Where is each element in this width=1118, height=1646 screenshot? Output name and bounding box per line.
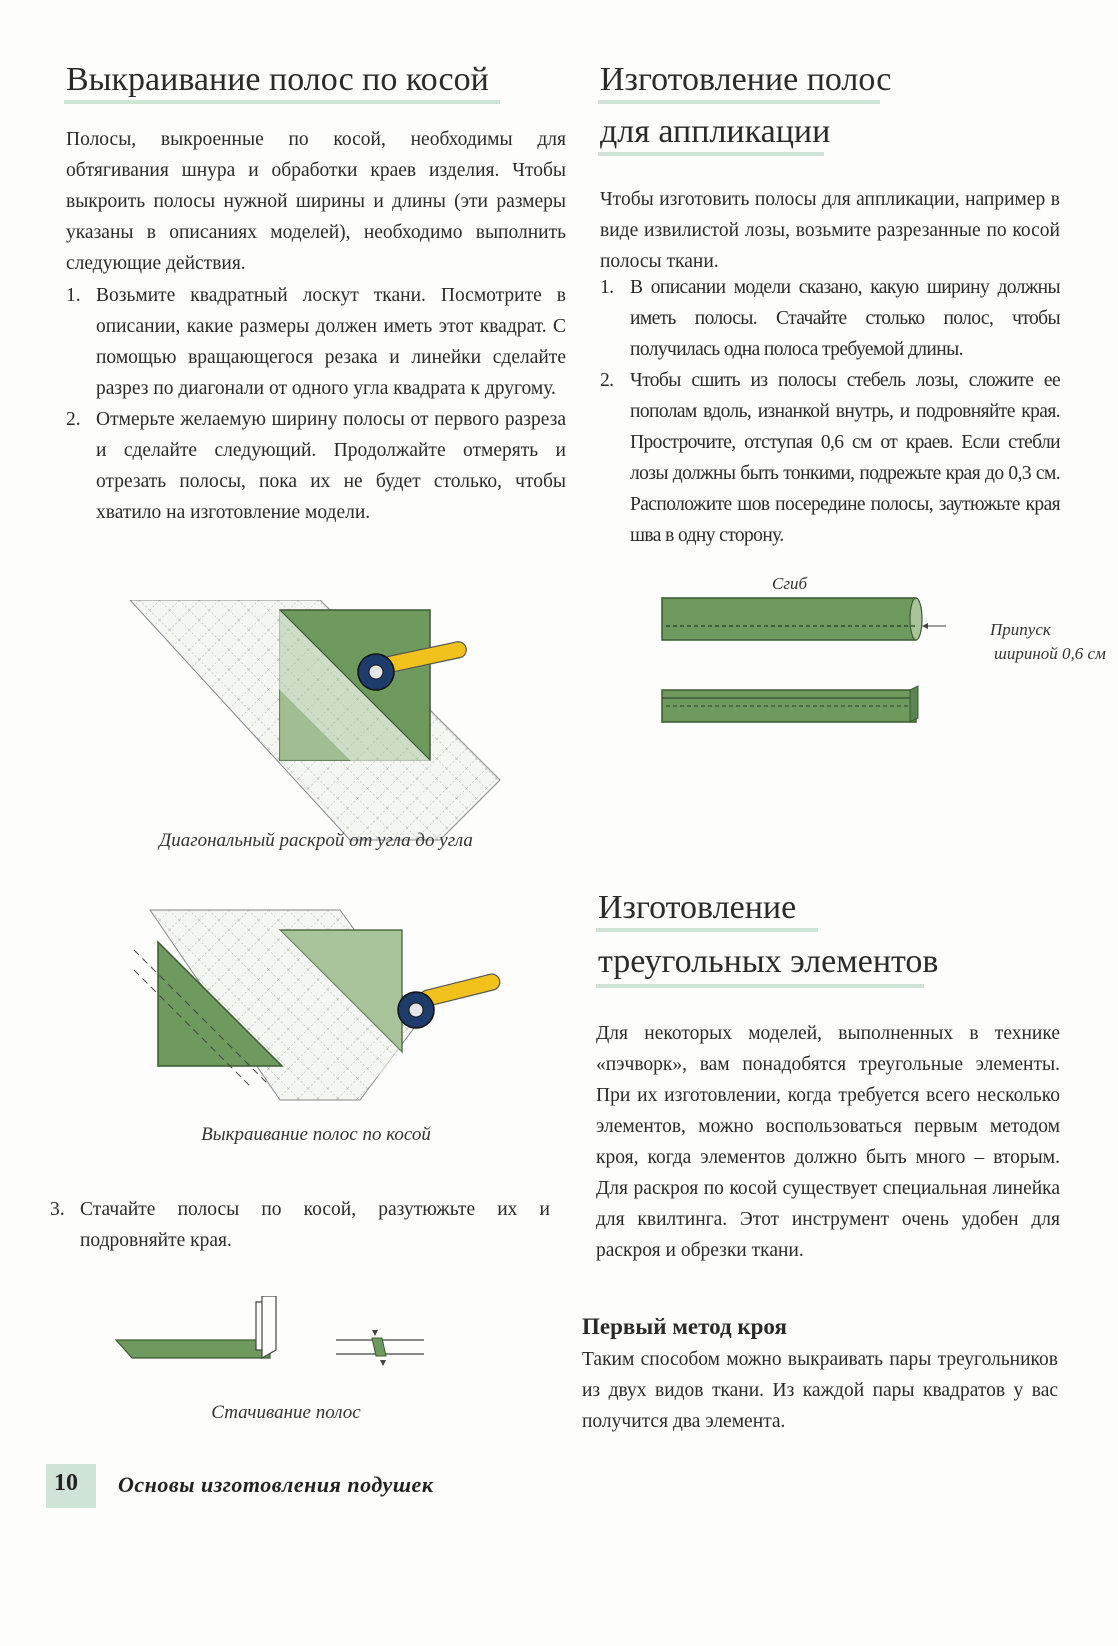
right-title-underline-2 [598, 152, 824, 156]
joining-strips-illustration [110, 1296, 430, 1396]
diagonal-cut-illustration [120, 600, 520, 850]
right-intro2: Для некоторых моделей, выполненных в технике «пэчворк», вам понадобятся треугольные элементы. При их изготовлении, когда требуется всего несколько элементов, можно воспользоваться первым методом кроя, когда элементов должно быть много – вторым. Для раскроя по косой существует специальная линейка для квилтинга. Этот инструмент очень удобен для раскроя и обрезки ткани. [596, 1023, 1060, 1261]
right-title2-underline-1 [596, 928, 818, 932]
first-method-text: Таким способом можно выкраивать пары треугольников из двух видов ткани. Из каждой пары квадратов у вас получится два элемента. [582, 1349, 1058, 1432]
step-text: Стачайте полосы по косой, разутюжьте их и подровняйте края. [80, 1199, 550, 1251]
step-number: 1. [66, 285, 81, 306]
step-text: Чтобы сшить из полосы стебель лозы, сложите ее пополам вдоль, изнанкой внутрь, и подровняйте края. Прострочите, отступая 0,6 см от краев. Если стебли лозы должны быть тонкими, подрежьте края до 0,3 см. Расположите шов посередине полосы, заутюжьте края шва в одну сторону. [630, 370, 1060, 546]
subheading-first-method: Первый метод кроя [582, 1314, 787, 1339]
step-number: 3. [50, 1199, 65, 1220]
label-allowance-1: Припуск [990, 620, 1051, 639]
page-number: 10 [54, 1470, 78, 1496]
applique-strip-illustration [656, 594, 956, 734]
right-step-1 [600, 272, 1060, 365]
left-title: Выкраивание полос по косой [66, 61, 489, 98]
rotary-cutter-icon [398, 972, 501, 1028]
right-title-line1: Изготовление полос [600, 61, 892, 98]
right-title-underline-1 [598, 100, 880, 104]
caption-joining-strips: Стачивание полос [211, 1402, 361, 1423]
caption-diagonal-cut: Диагональный раскрой от угла до угла [159, 830, 473, 851]
step-text: В описании модели сказано, какую ширину должны иметь полосы. Стачайте столько полос, чтобы получилась одна полоса требуемой длины. [630, 277, 1060, 360]
running-title: Основы изготовления подушек [118, 1472, 434, 1497]
right-title2-line1: Изготовление [598, 889, 797, 926]
left-title-underline [64, 100, 500, 104]
right-title2-line2: треугольных элементов [598, 943, 939, 980]
right-title-line2: для аппликации [600, 113, 831, 150]
step-text: Возьмите квадратный лоскут ткани. Посмотрите в описании, какие размеры должен иметь этот квадрат. С помощью вращающегося резака и линейки сделайте разрез по диагонали от одного угла квадрата к другому. [96, 285, 566, 399]
left-steps [66, 280, 566, 528]
right-step-2 [600, 365, 1060, 551]
left-step-3 [50, 1194, 550, 1256]
left-step-2 [66, 404, 566, 528]
step-number: 2. [66, 409, 81, 430]
right-intro: Чтобы изготовить полосы для аппликации, например в виде извилистой лозы, возьмите разрезанные по косой полосы ткани. [600, 189, 1060, 272]
step-number: 2. [600, 370, 614, 391]
label-fold: Сгиб [772, 574, 808, 593]
label-allowance-2: шириной 0,6 см [994, 644, 1106, 663]
caption-bias-strips: Выкраивание полос по косой [201, 1124, 431, 1145]
left-step-1 [66, 280, 566, 404]
bias-strips-illustration [120, 900, 520, 1110]
right-title2-underline-2 [596, 984, 924, 988]
right-steps [600, 272, 1060, 551]
step-text: Отмерьте желаемую ширину полосы от первого разреза и сделайте следующий. Продолжайте отмерять и отрезать полосы, пока их не будет столько, чтобы хватило на изготовление модели. [96, 409, 566, 523]
left-intro: Полосы, выкроенные по косой, необходимы для обтягивания шнура и обработки краев изделия. Чтобы выкроить полосы нужной ширины и длины (эти размеры указаны в описаниях моделей), необходимо выполнить следующие действия. [66, 129, 566, 274]
step-number: 1. [600, 277, 614, 298]
